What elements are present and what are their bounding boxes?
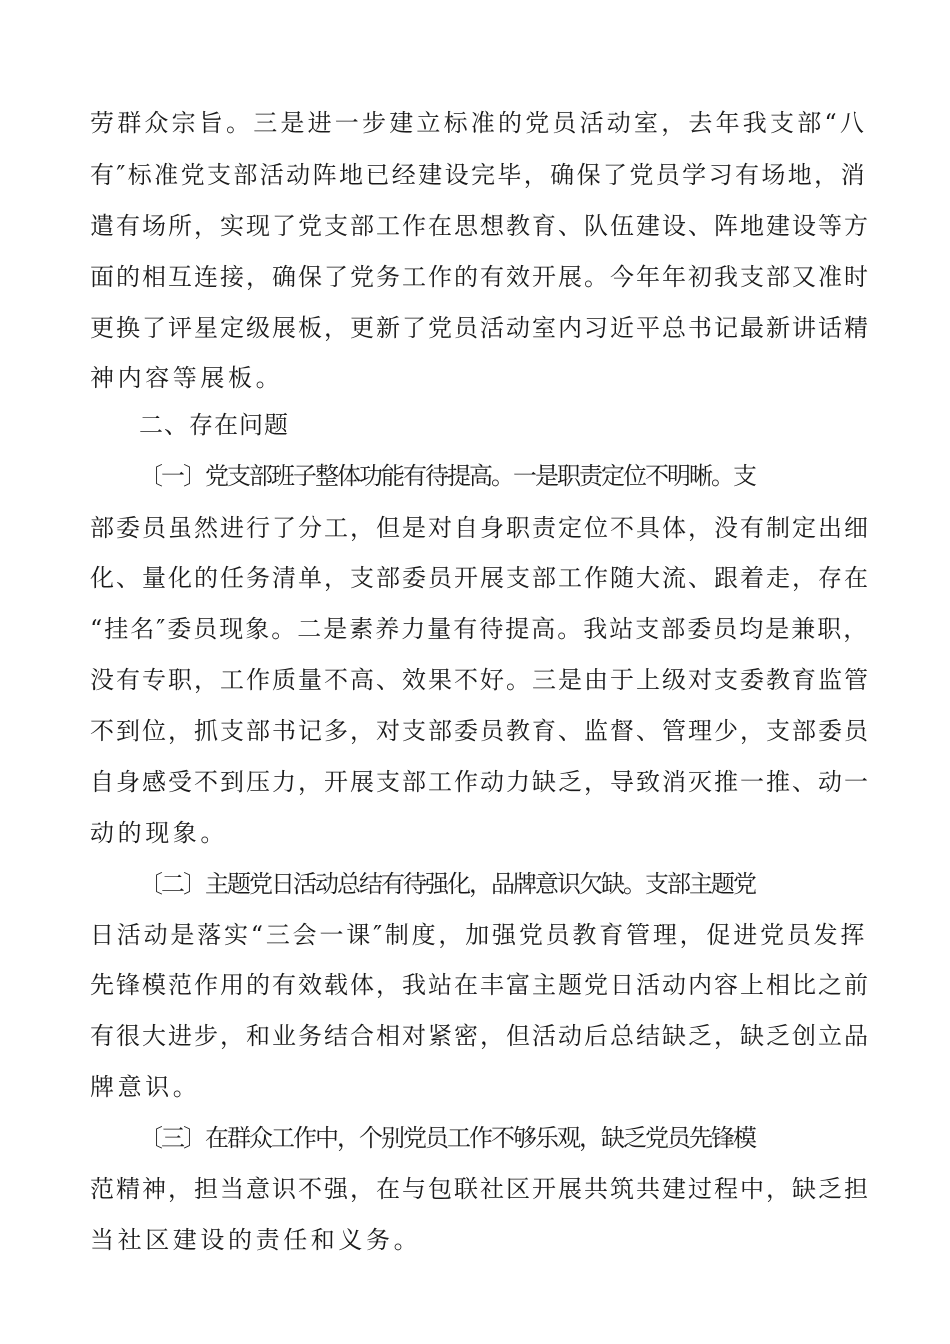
text-line: “挂名″委员现象。二是素养力量有待提高。我站支部委员均是兼职， — [90, 615, 870, 643]
text-line: 有很大进步，和业务结合相对紧密，但活动后总结缺乏，缺乏创立品 — [90, 1022, 870, 1050]
text-line: 〔二〕主题党日活动总结有待强化，品牌意识欠缺。支部主题党 — [139, 870, 755, 898]
text-line: 面的相互连接，确保了党务工作的有效开展。今年年初我支部又准时 — [90, 263, 870, 291]
text-line: 〔三〕在群众工作中，个别党员工作不够乐观，缺乏党员先锋模 — [139, 1124, 755, 1152]
text-line: 神内容等展板。 — [90, 364, 284, 392]
text-line: 有″标准党支部活动阵地已经建设完毕，确保了党员学习有场地，消 — [90, 161, 867, 189]
text-line: 自身感受不到压力，开展支部工作动力缺乏，导致消灭推一推、动一 — [90, 768, 870, 796]
section-heading: 二、存在问题 — [139, 411, 289, 439]
text-line: 〔一〕党支部班子整体功能有待提高。一是职责定位不明晰。支 — [139, 462, 755, 490]
text-line: 没有专职，工作质量不高、效果不好。三是由于上级对支委教育监管 — [90, 666, 870, 694]
text-line: 更换了评星定级展板，更新了党员活动室内习近平总书记最新讲话精 — [90, 314, 870, 342]
text-line: 范精神，担当意识不强，在与包联社区开展共筑共建过程中，缺乏担 — [90, 1175, 870, 1203]
text-line: 牌意识。 — [90, 1073, 201, 1101]
text-line: 化、量化的任务清单，支部委员开展支部工作随大流、跟着走，存在 — [90, 564, 870, 592]
text-line: 先锋模范作用的有效载体，我站在丰富主题党日活动内容上相比之前 — [90, 971, 870, 999]
text-line: 日活动是落实“三会一课″制度，加强党员教育管理，促进党员发挥 — [90, 921, 868, 949]
text-line: 不到位，抓支部书记多，对支部委员教育、监督、管理少，支部委员 — [90, 717, 870, 745]
text-line: 部委员虽然进行了分工，但是对自身职责定位不具体，没有制定出细 — [90, 514, 870, 542]
text-line: 遣有场所，实现了党支部工作在思想教育、队伍建设、阵地建设等方 — [90, 212, 870, 240]
text-line: 动的现象。 — [90, 819, 228, 847]
text-line: 劳群众宗旨。三是进一步建立标准的党员活动室，去年我支部“八 — [90, 109, 868, 137]
text-line: 当社区建设的责任和义务。 — [90, 1226, 422, 1254]
